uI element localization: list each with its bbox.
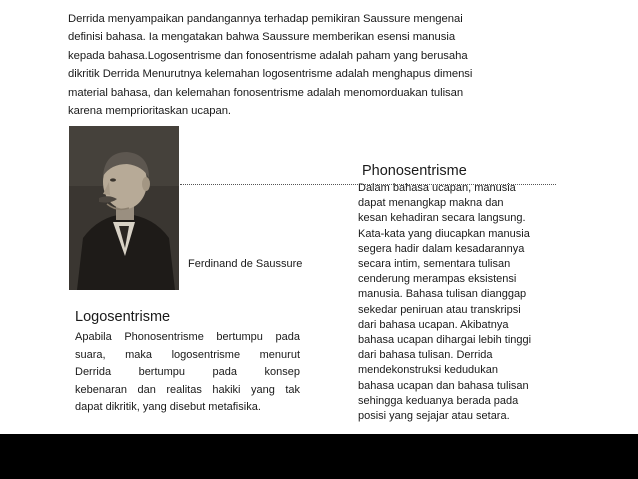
saussure-portrait-photo xyxy=(69,126,179,290)
logosentrisme-line: dapat dikritik, yang disebut metafisika. xyxy=(75,401,261,414)
footer-black-bar xyxy=(0,434,638,479)
intro-line: karena memprioritaskan ucapan. xyxy=(68,105,232,118)
intro-line: material bahasa, dan kelemahan fonosentrisme adalah menomorduakan tulisan xyxy=(68,86,464,99)
intro-paragraph xyxy=(68,10,538,120)
intro-line: definisi bahasa. Ia mengatakan bahwa Saussure memberikan esensi manusia xyxy=(68,31,456,44)
phonosentrisme-line: sehingga keduanya berada pada xyxy=(358,394,519,407)
logosentrisme-line: suara, maka logosentrisme menurut xyxy=(75,348,300,361)
phonosentrisme-line: dari bahasa ucapan. Akibatnya xyxy=(358,318,509,331)
logosentrisme-line: Derrida bertumpu pada konsep xyxy=(75,366,300,379)
intro-line: kepada bahasa.Logosentrisme dan fonosentrisme adalah paham yang berusaha xyxy=(68,49,468,62)
phonosentrisme-line: dari bahasa tulisan. Derrida xyxy=(358,349,493,362)
phonosentrisme-line: cenderung merampas eksistensi xyxy=(358,273,517,286)
phonosentrisme-heading: Phonosentrisme xyxy=(362,163,467,179)
phonosentrisme-line: sekedar peniruan atau transkripsi xyxy=(358,303,521,316)
phonosentrisme-text xyxy=(358,181,558,424)
phonosentrisme-line: Kata-kata yang diucapkan manusia xyxy=(358,227,530,240)
intro-line: dikritik Derrida Menurutnya kelemahan logosentrisme adalah menghapus dimensi xyxy=(68,68,473,81)
phonosentrisme-line: segera hadir dalam kesadarannya xyxy=(358,242,525,255)
phonosentrisme-line: secara intim, sementara tulisan xyxy=(358,258,511,271)
phonosentrisme-line: posisi yang sejajar atau setara. xyxy=(358,410,510,423)
phonosentrisme-line: Dalam bahasa ucapan, manusia xyxy=(358,182,516,194)
logosentrisme-text xyxy=(75,329,300,417)
phonosentrisme-line: mendekonstruksi kedudukan xyxy=(358,364,499,377)
phonosentrisme-line: kesan kehadiran secara langsung. xyxy=(358,212,526,225)
logosentrisme-line: Apabila Phonosentrisme bertumpu pada xyxy=(75,331,300,343)
phonosentrisme-line: bahasa ucapan dan bahasa tulisan xyxy=(358,379,529,392)
phonosentrisme-line: manusia. Bahasa tulisan dianggap xyxy=(358,288,527,301)
intro-line: Derrida menyampaikan pandangannya terhadap pemikiran Saussure mengenai xyxy=(68,13,463,25)
portrait-caption: Ferdinand de Saussure xyxy=(188,258,303,270)
phonosentrisme-line: dapat menangkap makna dan xyxy=(358,197,504,210)
logosentrisme-heading: Logosentrisme xyxy=(75,309,171,325)
phonosentrisme-line: bahasa ucapan dihargai lebih tinggi xyxy=(358,334,532,347)
portrait-photo-icon xyxy=(69,126,179,290)
logosentrisme-line: kebenaran dan realitas hakiki yang tak xyxy=(75,383,300,396)
